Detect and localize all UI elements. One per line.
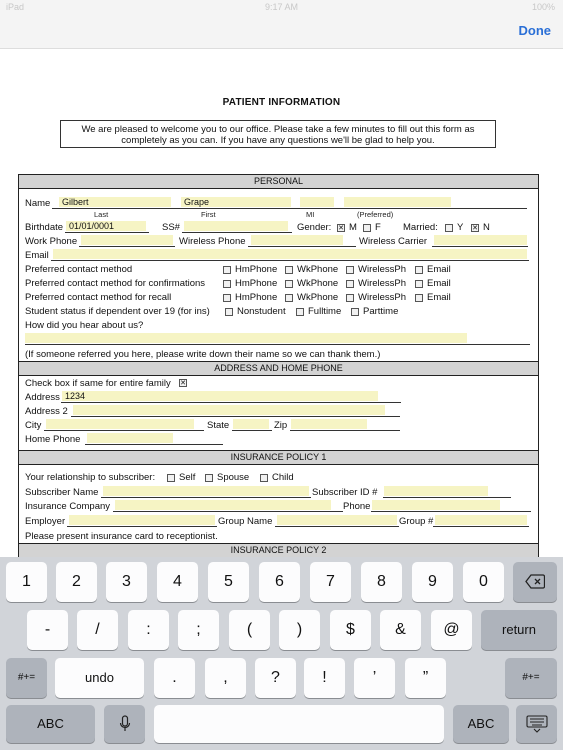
key-slash[interactable]: / bbox=[77, 610, 118, 650]
mi-caption: MI bbox=[306, 210, 315, 219]
recall-option-label: HmPhone bbox=[235, 292, 278, 303]
state-label: State bbox=[207, 420, 230, 431]
recall-option-label: WirelessPh bbox=[358, 292, 407, 303]
email-label: Email bbox=[25, 250, 49, 261]
student-option-label: Parttime bbox=[363, 306, 399, 317]
child-checkbox[interactable] bbox=[260, 474, 268, 482]
recall-hmphone-checkbox[interactable] bbox=[223, 294, 231, 302]
birthdate-label: Birthdate bbox=[25, 222, 64, 233]
contact-wirelessph-checkbox[interactable] bbox=[346, 266, 354, 274]
pref-confirm-label: Preferred contact method for confirmations bbox=[25, 278, 206, 289]
pref-contact-label: Preferred contact method bbox=[25, 264, 133, 275]
confirm-option-label: WirelessPh bbox=[358, 278, 407, 289]
work-phone-label: Work Phone bbox=[25, 236, 78, 247]
group-no-field[interactable] bbox=[435, 515, 527, 525]
key-period[interactable]: . bbox=[154, 658, 195, 698]
key-9[interactable]: 9 bbox=[412, 562, 453, 602]
address2-underline bbox=[71, 416, 400, 417]
home-phone-field[interactable] bbox=[87, 433, 173, 443]
symbols-key-right[interactable]: #+= bbox=[505, 658, 557, 698]
address2-label: Address 2 bbox=[25, 406, 68, 417]
key-dash[interactable]: - bbox=[27, 610, 68, 650]
email-underline bbox=[51, 260, 529, 261]
city-underline bbox=[44, 430, 204, 431]
keyboard bbox=[0, 557, 563, 750]
zip-underline bbox=[290, 430, 400, 431]
spouse-label: Spouse bbox=[217, 472, 250, 483]
state-underline bbox=[232, 430, 272, 431]
birthdate-underline bbox=[65, 232, 149, 233]
insurance-company-underline bbox=[113, 511, 343, 512]
first-caption: First bbox=[201, 210, 216, 219]
contact-email-checkbox[interactable] bbox=[415, 266, 423, 274]
contact-option-label: Email bbox=[427, 264, 451, 275]
address-label: Address bbox=[25, 392, 60, 403]
parttime-checkbox[interactable] bbox=[351, 308, 359, 316]
state-field[interactable] bbox=[233, 419, 269, 429]
group-name-underline bbox=[275, 526, 399, 527]
subscriber-name-field[interactable] bbox=[103, 486, 309, 496]
key-at[interactable]: @ bbox=[431, 610, 472, 650]
pref-recall-label: Preferred contact method for recall bbox=[25, 292, 172, 303]
zip-label: Zip bbox=[274, 420, 288, 431]
backspace-icon bbox=[525, 574, 545, 589]
married-label: Married: bbox=[403, 222, 438, 233]
key-3[interactable]: 3 bbox=[106, 562, 147, 602]
key-question[interactable]: ? bbox=[255, 658, 296, 698]
birthdate-field[interactable]: 01/01/0001 bbox=[66, 221, 146, 231]
subscriber-name-underline bbox=[101, 497, 311, 498]
group-name-label: Group Name bbox=[218, 516, 273, 527]
married-y-label: Y bbox=[457, 222, 464, 233]
confirm-option-label: Email bbox=[427, 278, 451, 289]
group-no-label: Group # bbox=[399, 516, 434, 527]
gender-f-checkbox[interactable] bbox=[363, 224, 371, 232]
ins-phone-underline bbox=[371, 511, 531, 512]
student-status-label: Student status if dependent over 19 (for ins) bbox=[25, 306, 210, 317]
page-title: PATIENT INFORMATION bbox=[222, 97, 341, 108]
subscriber-id-field[interactable] bbox=[384, 486, 488, 496]
microphone-icon bbox=[119, 715, 131, 733]
email-field[interactable] bbox=[53, 249, 527, 259]
city-label: City bbox=[25, 420, 42, 431]
key-5[interactable]: 5 bbox=[208, 562, 249, 602]
section-insurance-2: INSURANCE POLICY 2 bbox=[19, 543, 538, 558]
home-phone-label: Home Phone bbox=[25, 434, 81, 445]
fulltime-checkbox[interactable] bbox=[296, 308, 304, 316]
wireless-phone-field[interactable] bbox=[251, 235, 343, 245]
wireless-carrier-field[interactable] bbox=[434, 235, 527, 245]
self-label: Self bbox=[179, 472, 196, 483]
space-bar[interactable] bbox=[154, 705, 444, 743]
self-checkbox[interactable] bbox=[167, 474, 175, 482]
section-insurance-1: INSURANCE POLICY 1 bbox=[19, 450, 538, 465]
child-label: Child bbox=[272, 472, 294, 483]
hear-label: How did you hear about us? bbox=[25, 320, 144, 331]
confirm-wkphone-checkbox[interactable] bbox=[285, 280, 293, 288]
spouse-checkbox[interactable] bbox=[205, 474, 213, 482]
address-underline bbox=[61, 402, 401, 403]
gender-label: Gender: bbox=[297, 222, 332, 233]
married-n-checkbox[interactable] bbox=[471, 224, 479, 232]
subscriber-id-label: Subscriber ID # bbox=[312, 487, 378, 498]
address-field[interactable]: 1234 bbox=[62, 391, 378, 401]
wireless-phone-underline bbox=[248, 246, 356, 247]
gender-f-label: F bbox=[375, 222, 381, 233]
contact-hmphone-checkbox[interactable] bbox=[223, 266, 231, 274]
key-4[interactable]: 4 bbox=[157, 562, 198, 602]
gender-m-checkbox[interactable] bbox=[337, 224, 345, 232]
dictation-key[interactable] bbox=[104, 705, 145, 743]
employer-label: Employer bbox=[25, 516, 66, 527]
recall-option-label: Email bbox=[427, 292, 451, 303]
abc-key-right[interactable]: ABC bbox=[453, 705, 509, 743]
wireless-carrier-label: Wireless Carrier bbox=[359, 236, 428, 247]
abc-key-left[interactable]: ABC bbox=[6, 705, 95, 743]
key-7[interactable]: 7 bbox=[310, 562, 351, 602]
confirm-hmphone-checkbox[interactable] bbox=[223, 280, 231, 288]
subscriber-name-label: Subscriber Name bbox=[25, 487, 99, 498]
nonstudent-checkbox[interactable] bbox=[225, 308, 233, 316]
undo-key[interactable]: undo bbox=[55, 658, 144, 698]
ssn-label: SS# bbox=[162, 222, 180, 233]
status-bar bbox=[0, 0, 563, 14]
section-address: ADDRESS AND HOME PHONE bbox=[19, 361, 538, 376]
first-name-field[interactable]: Grape bbox=[181, 197, 291, 207]
last-name-field[interactable]: Gilbert bbox=[59, 197, 171, 207]
city-field[interactable] bbox=[46, 419, 194, 429]
contact-wkphone-checkbox[interactable] bbox=[285, 266, 293, 274]
hear-field[interactable] bbox=[25, 333, 467, 343]
key-colon[interactable]: : bbox=[128, 610, 169, 650]
hide-keyboard-key[interactable] bbox=[516, 705, 557, 743]
confirm-wirelessph-checkbox[interactable] bbox=[346, 280, 354, 288]
name-underline bbox=[52, 208, 527, 209]
student-option-label: Nonstudent bbox=[237, 306, 286, 317]
key-ampersand[interactable]: & bbox=[380, 610, 421, 650]
key-dollar[interactable]: $ bbox=[330, 610, 371, 650]
delete-key[interactable] bbox=[513, 562, 557, 602]
key-6[interactable]: 6 bbox=[259, 562, 300, 602]
insurance-company-label: Insurance Company bbox=[25, 501, 111, 512]
clock-text: 9:17 AM bbox=[265, 2, 299, 12]
key-2[interactable]: 2 bbox=[56, 562, 97, 602]
employer-field[interactable] bbox=[69, 515, 215, 525]
last-caption: Last bbox=[94, 210, 109, 219]
ssn-underline bbox=[182, 232, 292, 233]
hear-underline bbox=[25, 344, 530, 345]
keyboard-dismiss-icon bbox=[526, 715, 548, 733]
work-phone-underline bbox=[79, 246, 175, 247]
preferred-name-field[interactable] bbox=[344, 197, 451, 207]
done-button[interactable]: Done bbox=[518, 23, 551, 38]
section-personal: PERSONAL bbox=[19, 175, 538, 189]
zip-field[interactable] bbox=[291, 419, 367, 429]
insurance-company-field[interactable] bbox=[115, 500, 331, 510]
address2-field[interactable] bbox=[73, 405, 385, 415]
battery-text: 100% bbox=[531, 2, 555, 12]
confirm-option-label: HmPhone bbox=[235, 278, 278, 289]
return-key[interactable]: return bbox=[481, 610, 557, 650]
key-8[interactable]: 8 bbox=[361, 562, 402, 602]
key-comma[interactable]: , bbox=[205, 658, 246, 698]
welcome-text: We are pleased to welcome you to our office. Please take a few minutes to fill out this form as completely as you can. If you have any questions we'll be glad to help you. bbox=[60, 120, 496, 148]
carrier-text: iPad bbox=[6, 2, 25, 12]
ins-phone-label: Phone bbox=[343, 501, 371, 512]
same-family-label: Check box if same for entire family bbox=[25, 378, 171, 389]
name-label: Name bbox=[25, 198, 51, 209]
confirm-option-label: WkPhone bbox=[297, 278, 339, 289]
recall-email-checkbox[interactable] bbox=[415, 294, 423, 302]
symbols-key-left[interactable]: #+= bbox=[6, 658, 47, 698]
employer-underline bbox=[67, 526, 217, 527]
key-apostrophe[interactable]: ’ bbox=[354, 658, 395, 698]
referred-note: (If someone referred you here, please write down their name so we can thank them.) bbox=[25, 349, 381, 360]
key-exclamation[interactable]: ! bbox=[304, 658, 345, 698]
home-phone-underline bbox=[85, 444, 223, 445]
present-card-note: Please present insurance card to receptionist. bbox=[25, 531, 218, 542]
contact-option-label: HmPhone bbox=[235, 264, 278, 275]
key-semicolon[interactable]: ; bbox=[178, 610, 219, 650]
key-1[interactable]: 1 bbox=[6, 562, 47, 602]
key-quote[interactable]: ” bbox=[405, 658, 446, 698]
group-no-underline bbox=[433, 526, 529, 527]
contact-option-label: WkPhone bbox=[297, 264, 339, 275]
married-n-label: N bbox=[483, 222, 490, 233]
recall-wkphone-checkbox[interactable] bbox=[285, 294, 293, 302]
contact-option-label: WirelessPh bbox=[358, 264, 407, 275]
ins-phone-field[interactable] bbox=[372, 500, 500, 510]
preferred-caption: (Preferred) bbox=[357, 210, 394, 219]
patient-form bbox=[18, 174, 539, 558]
group-name-field[interactable] bbox=[277, 515, 397, 525]
work-phone-field[interactable] bbox=[81, 235, 173, 245]
ssn-field[interactable] bbox=[184, 221, 288, 231]
confirm-email-checkbox[interactable] bbox=[415, 280, 423, 288]
mi-field[interactable] bbox=[300, 197, 334, 207]
key-0[interactable]: 0 bbox=[463, 562, 504, 602]
married-y-checkbox[interactable] bbox=[445, 224, 453, 232]
key-open-paren[interactable]: ( bbox=[229, 610, 270, 650]
recall-wirelessph-checkbox[interactable] bbox=[346, 294, 354, 302]
navigation-bar bbox=[0, 14, 563, 49]
subscriber-id-underline bbox=[383, 497, 511, 498]
wireless-phone-label: Wireless Phone bbox=[179, 236, 246, 247]
key-close-paren[interactable]: ) bbox=[279, 610, 320, 650]
recall-option-label: WkPhone bbox=[297, 292, 339, 303]
same-family-checkbox[interactable] bbox=[179, 379, 187, 387]
wireless-carrier-underline bbox=[432, 246, 528, 247]
relationship-label: Your relationship to subscriber: bbox=[25, 472, 156, 483]
gender-m-label: M bbox=[349, 222, 357, 233]
student-option-label: Fulltime bbox=[308, 306, 342, 317]
